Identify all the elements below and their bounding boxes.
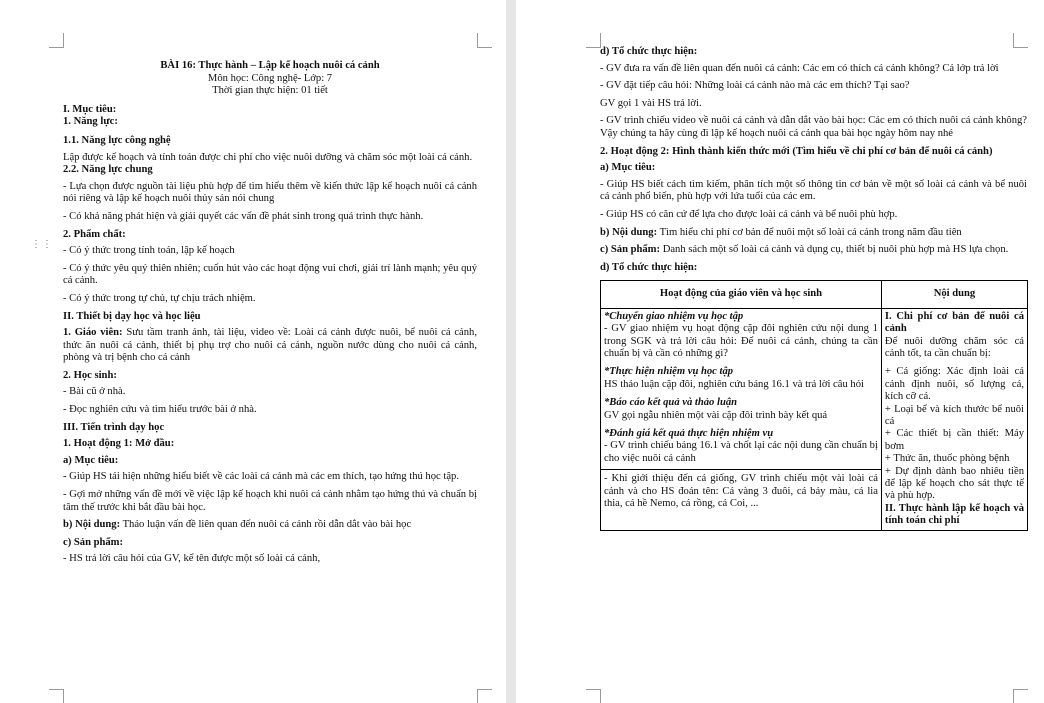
right-page-content xyxy=(600,46,1027,531)
paragraph: - Có ý thức trong tự chủ, tự chịu trách nhiệm. xyxy=(63,292,256,304)
content-heading: II. Thực hành lập kế hoạch và tính toán chi phí xyxy=(884,502,1024,527)
label: b) Nội dung: xyxy=(600,226,658,238)
paragraph: GV gọi 1 vài HS trả lời. xyxy=(600,97,702,109)
heading: c) Sản phẩm: xyxy=(63,536,124,548)
heading: 1.1. Năng lực công nghệ xyxy=(63,134,171,146)
step-text: - Khi giới thiệu đến cá giống, GV trình chiếu một vài loài cá cảnh và cho HS đoán tên: Cá vàng 3 đuôi, cá bảy màu, cá lia thia, cá hề Nemo, cá rồng, cá Coi, ... xyxy=(604,473,878,509)
text: Tìm hiểu chi phí cơ bản để nuôi một số loài cá cảnh trong năm đầu tiên xyxy=(657,226,962,238)
crop-mark xyxy=(586,33,601,48)
page-left xyxy=(0,0,506,703)
content-text: + Các thiết bị cần thiết: Máy bơm xyxy=(884,428,1024,452)
content-heading: I. Chi phí cơ bản để nuôi cá cảnh xyxy=(884,310,1024,335)
paragraph: - Giúp HS có căn cứ để lựa cho được loài cá cảnh và bể nuôi phù hợp. xyxy=(600,208,898,220)
table-cell-activities xyxy=(601,308,882,530)
heading: 2. Phẩm chất: xyxy=(63,228,126,240)
heading: 1. Năng lực: xyxy=(63,116,118,128)
heading: d) Tổ chức thực hiện: xyxy=(600,46,698,57)
activity-table xyxy=(600,280,1028,530)
heading: III. Tiến trình dạy học xyxy=(63,421,165,433)
paragraph: - Bài cũ ở nhà. xyxy=(63,386,126,398)
table-header-activities: Hoạt động của giáo viên và học sinh xyxy=(601,281,882,308)
content-text: + Cá giống: Xác định loài cá cảnh định nuôi, số lượng cá, kích cỡ cá. xyxy=(884,366,1024,403)
crop-mark xyxy=(1013,689,1028,703)
step-heading: *Thực hiện nhiệm vụ học tập xyxy=(604,366,734,378)
content-text: + Dự định dành bao nhiêu tiền để lập kế hoạch cho sát thực tế và phù hợp. xyxy=(884,465,1024,502)
crop-mark xyxy=(49,33,64,48)
paragraph: - Giúp HS tái hiện những hiểu biết về các loài cá cảnh mà các em thích, tạo hứng thú học tập. xyxy=(63,471,459,483)
paragraph xyxy=(63,519,477,532)
paragraph xyxy=(600,227,1027,240)
content-text: + Thức ăn, thuốc phòng bệnh xyxy=(884,453,1010,465)
paragraph: - Có ý thức yêu quý thiên nhiên; cuốn hút vào các hoạt động vui chơi, giải trí lành mạnh; yêu quý cá cảnh. xyxy=(63,262,477,287)
step-text: GV gọi ngẫu nhiên một vài cặp đôi trình bày kết quả xyxy=(604,409,828,421)
paragraph: Lập được kế hoạch và tính toán được chi phí cho việc nuôi dưỡng và chăm sóc một loài cá cảnh. xyxy=(63,151,473,163)
label: 1. Giáo viên: xyxy=(63,327,123,339)
step-text: HS thảo luận cặp đôi, nghiên cứu bảng 16.1 và trả lời câu hỏi xyxy=(604,378,864,390)
lesson-subject: Môn học: Công nghệ- Lớp: 7 xyxy=(207,72,333,84)
paragraph: - HS trả lời câu hỏi của GV, kể tên được một số loài cá cảnh, xyxy=(63,553,321,565)
content-text: Để nuôi dưỡng chăm sóc cá cảnh tốt, ta cần chuẩn bị: xyxy=(884,335,1024,359)
step-heading: *Chuyển giao nhiệm vụ học tập xyxy=(604,310,744,322)
cell-divider xyxy=(601,469,881,470)
text: Danh sách một số loài cá cảnh và dụng cụ, thiết bị nuôi phù hợp mà HS lựa chọn. xyxy=(660,244,1009,256)
paragraph: - Giúp HS biết cách tìm kiếm, phân tích một số thông tin cơ bản về một số loài cá cảnh và bể nuôi cá cảnh phổ biến, phù hợp với lứa tuổi của các em. xyxy=(600,178,1027,203)
step-heading: *Báo cáo kết quả và thảo luận xyxy=(604,397,738,409)
label: c) Sản phẩm: xyxy=(600,244,661,256)
lesson-title: BÀI 16: Thực hành – Lập kế hoạch nuôi cá cảnh xyxy=(160,60,380,71)
page-right xyxy=(516,0,1044,703)
step-text: - GV trình chiếu bảng 16.1 và chốt lại các nội dung cần chuẩn bị cho việc nuôi cá cảnh xyxy=(604,440,878,464)
table-header-content: Nội dung xyxy=(881,281,1027,308)
crop-mark xyxy=(49,689,64,703)
heading: a) Mục tiêu: xyxy=(600,162,656,174)
heading: 2.2. Năng lực chung xyxy=(63,164,153,176)
crop-mark xyxy=(477,689,492,703)
heading: a) Mục tiêu: xyxy=(63,454,119,466)
paragraph: - GV đưa ra vấn đề liên quan đến nuôi cá cảnh: Các em có thích cá cảnh không? Cả lớp trả lời xyxy=(600,62,999,74)
heading: II. Thiết bị dạy học và học liệu xyxy=(63,310,201,322)
paragraph xyxy=(63,327,477,365)
paragraph: - Có ý thức trong tính toán, lập kế hoạch xyxy=(63,245,235,257)
heading: 1. Hoạt động 1: Mở đầu: xyxy=(63,438,175,450)
heading: I. Mục tiêu: xyxy=(63,103,117,115)
table-cell-content xyxy=(881,308,1027,530)
paragraph: - Lựa chọn được nguồn tài liệu phù hợp để tìm hiểu thêm về kiến thức lập kế hoạch nuôi cá cảnh nói riêng và lập kế hoạch nuôi thủy sản nói chung xyxy=(63,180,477,205)
table-header-row xyxy=(601,281,1028,308)
heading: 2. Học sinh: xyxy=(63,369,117,381)
text: Sưu tầm tranh ảnh, tài liệu, video về: Loài cá cảnh được nuôi, bể nuôi cá cảnh, thức ăn nuôi cá cảnh, thiết bị phụ trợ cho nuôi cá cảnh, nguồn nước dùng cho nuôi cá cảnh, phòng và trị bệnh cho cá cảnh xyxy=(63,327,477,364)
left-page-content xyxy=(63,60,477,571)
crop-mark xyxy=(477,33,492,48)
step-text: - GV giao nhiệm vụ hoạt động cặp đôi nghiên cứu nội dung 1 trong SGK và trả lời câu hỏi: Để nuôi cá cảnh, chúng ta cần chuẩn bị và cần có những gì? xyxy=(604,323,878,359)
lesson-time: Thời gian thực hiện: 01 tiết xyxy=(212,85,328,97)
label: b) Nội dung: xyxy=(63,519,121,531)
heading: d) Tổ chức thực hiện: xyxy=(600,261,698,273)
text: Thảo luận vấn đề liên quan đến nuôi cá cảnh rồi dẫn dắt vào bài học xyxy=(120,519,412,531)
crop-mark xyxy=(586,689,601,703)
heading: 2. Hoạt động 2: Hình thành kiến thức mới (Tìm hiểu về chi phí cơ bản để nuôi cá cảnh) xyxy=(600,145,993,157)
paragraph: - GV đặt tiếp câu hỏi: Những loài cá cảnh nào mà các em thích? Tại sao? xyxy=(600,80,910,92)
paragraph: - GV trình chiếu video về nuôi cá cảnh và dẫn dắt vào bài học: Các em có thích nuôi cá cảnh không? Vậy chúng ta hãy cùng đi lập kế hoạch nuôi cá cảnh qua bài học ngày hôm nay nhé xyxy=(600,115,1027,139)
table-row xyxy=(601,308,1028,530)
step-heading: *Đánh giá kết quả thực hiện nhiệm vụ xyxy=(604,427,774,439)
paragraph: - Đọc nghiên cứu và tìm hiểu trước bài ở nhà. xyxy=(63,404,257,416)
drag-handle-icon[interactable]: ⋮⋮ xyxy=(31,239,53,250)
paragraph: - Gợi mở những vấn đề mới về việc lập kế hoạch khi nuôi cá cảnh nhằm tạo hứng thú và chuẩn bị tâm thế trước khi bắt đầu bài học. xyxy=(63,489,477,513)
paragraph xyxy=(600,244,1027,257)
paragraph: - Có khả năng phát hiện và giải quyết các vấn đề phát sinh trong quá trình thực hành. xyxy=(63,210,424,222)
content-text: + Loại bể và kích thước bể nuôi cá xyxy=(884,403,1024,427)
